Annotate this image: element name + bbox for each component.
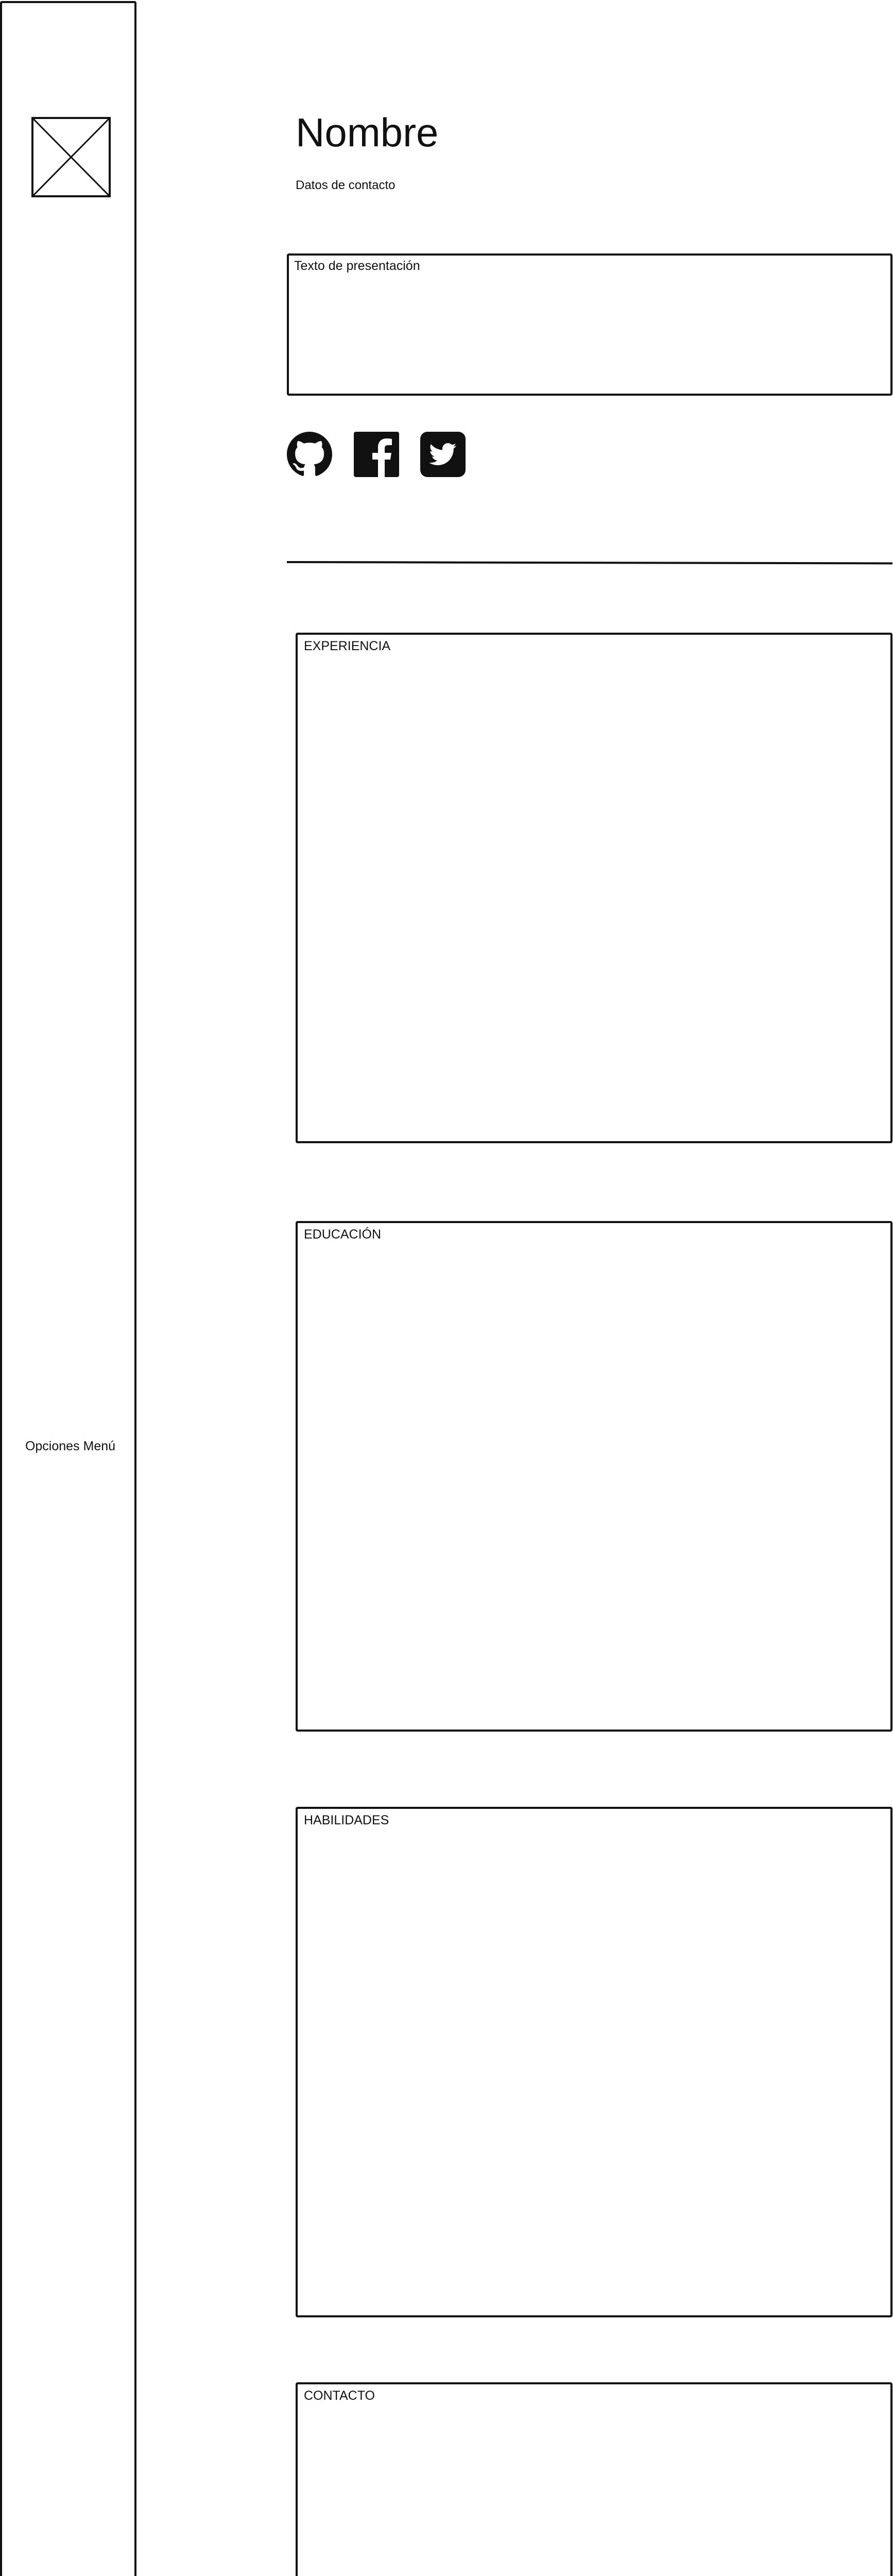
- experience-section: [296, 633, 892, 1143]
- facebook-icon[interactable]: [354, 432, 399, 477]
- skills-section: [296, 1807, 892, 2317]
- experience-label: EXPERIENCIA: [304, 639, 391, 653]
- skills-label: HABILIDADES: [304, 1813, 389, 1827]
- twitter-icon[interactable]: [420, 432, 466, 477]
- education-section: [296, 1221, 892, 1732]
- contact-section: [296, 2382, 892, 2576]
- intro-label: Texto de presentación: [294, 259, 420, 273]
- github-icon[interactable]: [287, 432, 332, 477]
- contact-data: Datos de contacto: [296, 178, 396, 192]
- intro-text-box: [287, 253, 892, 396]
- image-placeholder-icon: [31, 117, 111, 197]
- menu-options-label[interactable]: Opciones Menú: [25, 1439, 116, 1453]
- divider: [287, 561, 892, 564]
- education-label: EDUCACIÓN: [304, 1227, 382, 1242]
- sidebar: [0, 1, 136, 2576]
- contact-label: CONTACTO: [304, 2388, 375, 2403]
- page-title: Nombre: [296, 110, 439, 155]
